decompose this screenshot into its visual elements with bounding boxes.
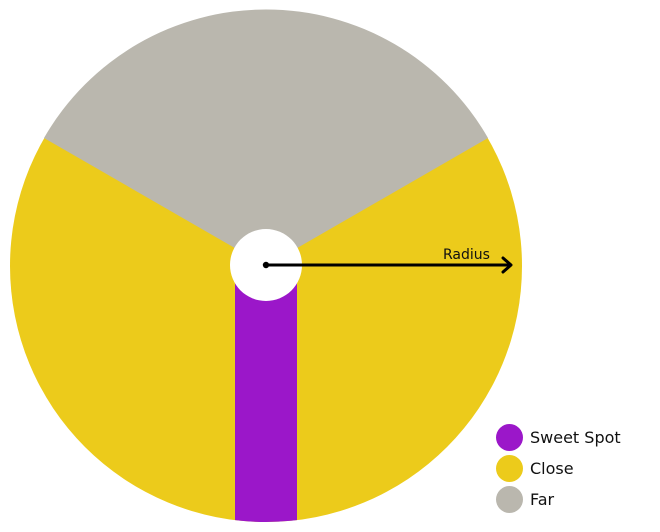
legend-item-close <box>496 455 621 482</box>
sweet-spot-zone <box>235 266 297 532</box>
legend-swatch-far <box>496 486 523 513</box>
legend-label: Sweet Spot <box>530 428 621 447</box>
legend-label: Far <box>530 490 555 509</box>
legend-label: Close <box>530 459 574 478</box>
legend-item-far <box>496 486 621 513</box>
legend-item-sweet-spot <box>496 424 621 451</box>
legend-swatch-close <box>496 455 523 482</box>
legend <box>496 424 621 513</box>
radius-label: Radius <box>443 247 490 263</box>
legend-swatch-sweet-spot <box>496 424 523 451</box>
